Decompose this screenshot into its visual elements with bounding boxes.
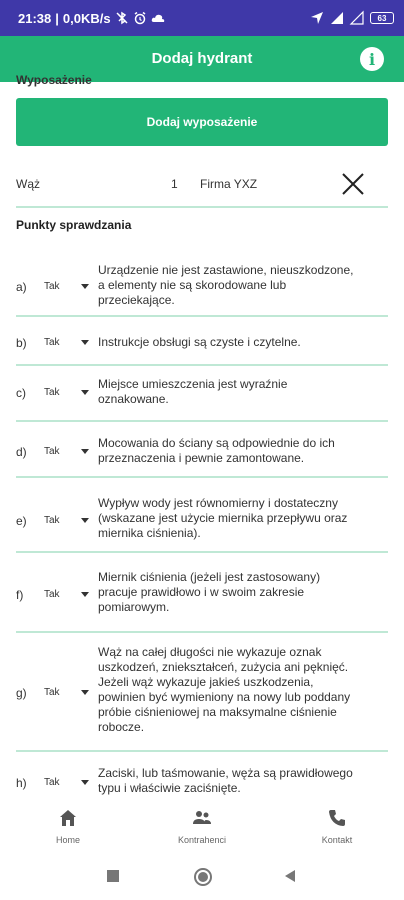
checkpoint-row-b — [16, 322, 388, 360]
checkpoint-row-g — [16, 640, 388, 750]
chevron-down-icon[interactable] — [81, 340, 89, 345]
desc-line: Wąż na całej długości nie wykazuje oznak — [98, 645, 322, 659]
desc-line: pracuje prawidłowo i w swoim zakresie — [98, 585, 305, 599]
desc-line: próbie ciśnieniowej na maksymalne ciśnienie — [98, 705, 337, 719]
back-icon[interactable] — [283, 869, 297, 883]
people-icon — [192, 808, 212, 828]
equipment-name: Wąż — [16, 177, 40, 191]
checkpoint-select[interactable]: Tak — [44, 337, 60, 348]
desc-line: miernika ciśnienia). — [98, 526, 201, 540]
status-bar — [0, 0, 404, 36]
desc-line: robocze. — [98, 720, 145, 734]
chevron-down-icon[interactable] — [81, 390, 89, 395]
desc-line: typu i właściwie zaciśnięte. — [98, 781, 241, 795]
desc-line: Mocowania do ściany są odpowiednie do ich — [98, 436, 335, 450]
bottom-navigation — [0, 802, 404, 854]
form-content[interactable] — [0, 73, 404, 802]
chevron-down-icon[interactable] — [81, 690, 89, 695]
divider — [16, 420, 388, 422]
signal-icon — [330, 11, 344, 25]
info-icon: i — [368, 49, 376, 69]
nav-label: Kontrahenci — [177, 835, 227, 845]
checkpoint-letter: f) — [16, 588, 24, 602]
desc-line: Miejsce umieszczenia jest wyraźnie — [98, 377, 288, 391]
desc-line: Wypływ wody jest równomierny i dostateczny — [98, 496, 338, 510]
add-equipment-button[interactable]: Dodaj wyposażenie — [16, 98, 388, 146]
cloud-icon — [151, 11, 165, 25]
chevron-down-icon[interactable] — [81, 592, 89, 597]
checkpoint-row-f — [16, 560, 388, 630]
status-separator: | — [55, 10, 59, 26]
checkpoint-select[interactable]: Tak — [44, 515, 60, 526]
signal-icon-2 — [350, 11, 364, 25]
checkpoint-description — [98, 335, 386, 350]
chevron-down-icon[interactable] — [81, 284, 89, 289]
desc-line: pomiarowym. — [98, 600, 170, 614]
checkpoint-letter: e) — [16, 514, 27, 528]
checkpoint-letter: h) — [16, 776, 27, 790]
desc-line: (wskazane jest użycie miernika przepływu oraz — [98, 511, 348, 525]
checkpoint-letter: d) — [16, 445, 27, 459]
equipment-heading: Wyposażenie — [16, 73, 92, 87]
checkpoint-description — [98, 570, 386, 615]
checkpoint-description — [98, 436, 386, 466]
nav-label: Kontakt — [321, 835, 353, 845]
checkpoint-letter: c) — [16, 386, 26, 400]
desc-line: przeznaczenia i pewnie zamontowane. — [98, 451, 305, 465]
desc-line: Miernik ciśnienia (jeżeli jest zastosowany) — [98, 570, 321, 584]
checkpoint-select[interactable]: Tak — [44, 281, 60, 292]
page-title: Dodaj hydrant — [151, 50, 253, 67]
checkpoint-letter: g) — [16, 686, 27, 700]
home-system-icon[interactable] — [193, 867, 213, 887]
alarm-icon — [133, 11, 147, 25]
divider — [16, 315, 388, 317]
desc-line: przeciekające. — [98, 293, 175, 307]
remove-equipment-close-icon[interactable] — [338, 169, 368, 199]
desc-line: powinien być wymieniony na nowy lub poddany — [98, 690, 351, 704]
nav-label: Home — [55, 835, 80, 845]
location-icon — [310, 11, 324, 25]
checkpoint-description — [98, 766, 386, 796]
checkpoints-title: Punkty sprawdzania — [16, 218, 132, 232]
divider — [16, 364, 388, 366]
desc-line: Instrukcje obsługi są czyste i czytelne. — [98, 335, 301, 349]
checkpoint-select[interactable]: Tak — [44, 687, 60, 698]
recent-apps-icon[interactable] — [106, 869, 120, 883]
bluetooth-off-icon — [115, 11, 129, 25]
nav-home[interactable] — [13, 802, 123, 854]
desc-line: oznakowane. — [98, 392, 169, 406]
checkpoint-row-e — [16, 484, 388, 550]
equipment-row — [16, 162, 388, 206]
checkpoint-letter: a) — [16, 280, 27, 294]
checkpoint-select[interactable]: Tak — [44, 446, 60, 457]
divider — [16, 206, 388, 208]
desc-line: a elementy nie są skorodowane lub — [98, 278, 287, 292]
info-button[interactable] — [360, 47, 384, 71]
desc-line: Zaciski, lub taśmowanie, węża są prawidłowego — [98, 766, 353, 780]
checkpoint-row-c — [16, 372, 388, 418]
status-speed: 0,0KB/s — [62, 10, 111, 26]
battery-icon — [370, 12, 394, 24]
checkpoint-description — [98, 263, 386, 308]
checkpoint-letter: b) — [16, 336, 27, 350]
desc-line: Urządzenie nie jest zastawione, nieuszkodzone, — [98, 263, 354, 277]
equipment-quantity: 1 — [171, 177, 178, 191]
nav-kontakt[interactable] — [282, 802, 392, 854]
desc-line: Jeżeli wąż wykazuje jakieś uszkodzenia, — [98, 675, 314, 689]
system-navigation — [0, 854, 404, 900]
checkpoint-row-d — [16, 428, 388, 474]
checkpoint-select[interactable]: Tak — [44, 589, 60, 600]
divider — [16, 750, 388, 752]
checkpoint-description — [98, 645, 386, 735]
battery-level: 63 — [377, 13, 387, 23]
checkpoint-description — [98, 377, 386, 407]
chevron-down-icon[interactable] — [81, 518, 89, 523]
checkpoint-row-a — [16, 260, 388, 316]
phone-icon — [327, 808, 347, 828]
divider — [16, 551, 388, 553]
divider — [16, 631, 388, 633]
chevron-down-icon[interactable] — [81, 449, 89, 454]
nav-kontrahenci[interactable] — [147, 802, 257, 854]
equipment-company: Firma YXZ — [200, 177, 258, 191]
desc-line: uszkodzeń, zniekształceń, zużycia ani pęknięć. — [98, 660, 349, 674]
checkpoint-select[interactable]: Tak — [44, 777, 60, 788]
home-icon — [58, 808, 78, 828]
divider — [16, 476, 388, 478]
status-time: 21:38 — [18, 10, 52, 26]
checkpoint-select[interactable]: Tak — [44, 387, 60, 398]
checkpoint-description — [98, 496, 386, 541]
chevron-down-icon[interactable] — [81, 780, 89, 785]
checkpoint-row-h — [16, 760, 388, 802]
